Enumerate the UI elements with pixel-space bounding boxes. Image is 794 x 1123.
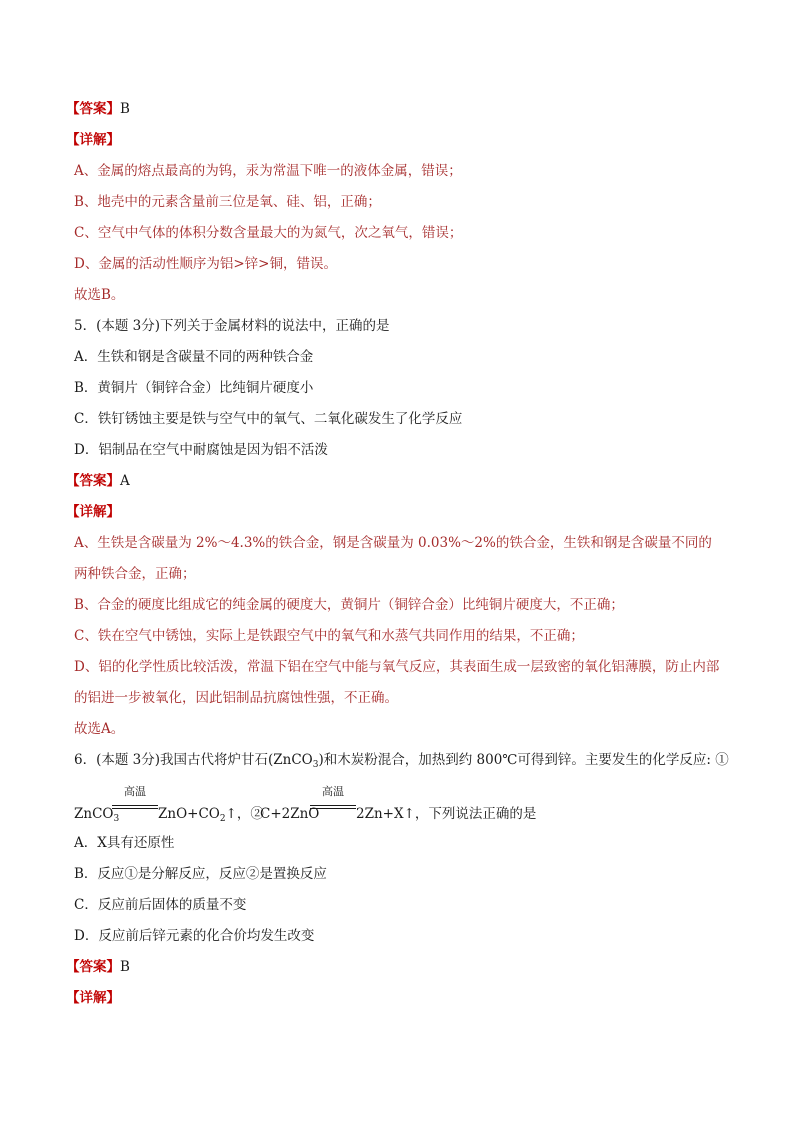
rxn2-products: 2Zn+X↑，下列说法正确的是 [356,806,537,822]
q5-detail-heading [66,497,724,528]
rxn1-arrow [112,786,158,809]
rxn1-condition: 高温 [124,785,146,798]
rxn2-condition: 高温 [322,785,344,798]
q6-stem-part1: 6．(本题 3分)我国古代将炉甘石(ZnCO [74,752,313,768]
q6-answer [66,952,724,983]
q4-explanation-c: C、空气中气体的体积分数含量最大的为氮气，次之氧气，错误； [74,225,463,241]
q5-option-d: D．铝制品在空气中耐腐蚀是因为铝不活泼 [74,442,328,458]
q6-stem-part2: )和木炭粉混合，加热到约 800℃可得到锌。主要发生的化学反应: ① [318,752,729,768]
q5-conclusion: 故选A。 [74,721,125,737]
q5-explanation-c: C、铁在空气中锈蚀，实际上是铁跟空气中的氧气和水蒸气共同作用的结果，不正确； [74,628,584,644]
q6-option-a: A．X具有还原性 [74,835,175,851]
q5-answer [66,466,724,497]
q5-explanation-d: D、铝的化学性质比较活泼，常温下铝在空气中能与氧气反应，其表面生成一层致密的氧化铝薄膜，防止内部的铝进一步被氧化，因此铝制品抗腐蚀性强，不正确。 [74,659,720,706]
q6-reactions [74,776,724,828]
document-page [66,96,729,1014]
q6-option-b: B．反应①是分解反应，反应②是置换反应 [74,866,327,882]
answer-value: B [120,959,130,975]
answer-tag: 【答案】 [66,959,120,975]
detail-tag: 【详解】 [66,990,120,1006]
q5-option-b: B．黄铜片（铜锌合金）比纯铜片硬度小 [74,380,314,396]
q4-explanation-a: A、金属的熔点最高的为钨，汞为常温下唯一的液体金属，错误； [74,163,462,179]
q6-option-d: D．反应前后锌元素的化合价均发生改变 [74,928,315,944]
rxn2-reactants: C+2ZnO [260,806,320,822]
rxn1-reactant: ZnCO$_3$ [74,806,120,824]
q4-detail-heading [66,125,724,156]
q4-explanation-b: B、地壳中的元素含量前三位是氧、硅、铝，正确； [74,194,381,210]
q4-conclusion: 故选B。 [74,287,125,303]
q4-answer [66,94,724,125]
answer-tag: 【答案】 [66,101,120,117]
rxn1-products: $ZnO+CO_2↑$，② [158,806,264,824]
answer-tag: 【答案】 [66,473,120,489]
q6-detail-heading [66,983,724,1014]
q5-option-a: A．生铁和钢是含碳量不同的两种铁合金 [74,349,314,365]
detail-tag: 【详解】 [66,132,120,148]
rxn2-arrow [310,786,356,809]
q5-explanation-b: B、合金的硬度比组成它的纯金属的硬度大，黄铜片（铜锌合金）比纯铜片硬度大，不正确； [74,597,624,613]
q6-option-c: C．反应前后固体的质量不变 [74,897,247,913]
q5-option-c: C．铁钉锈蚀主要是铁与空气中的氧气、二氧化碳发生了化学反应 [74,411,463,427]
detail-tag: 【详解】 [66,504,120,520]
q6-stem-subscript: 3 [312,760,319,770]
answer-value: A [120,473,130,489]
q5-stem: 5．(本题 3分)下列关于金属材料的说法中，正确的是 [74,318,390,334]
answer-value: B [120,101,130,117]
q6-stem [74,745,729,776]
q5-explanation-a: A、生铁是含碳量为 2%～4.3%的铁合金，钢是含碳量为 0.03%～2%的铁合金，生铁和钢是含碳量不同的两种铁合金，正确； [74,535,712,582]
q4-explanation-d: D、金属的活动性顺序为铝>锌>铜，错误。 [74,256,337,272]
